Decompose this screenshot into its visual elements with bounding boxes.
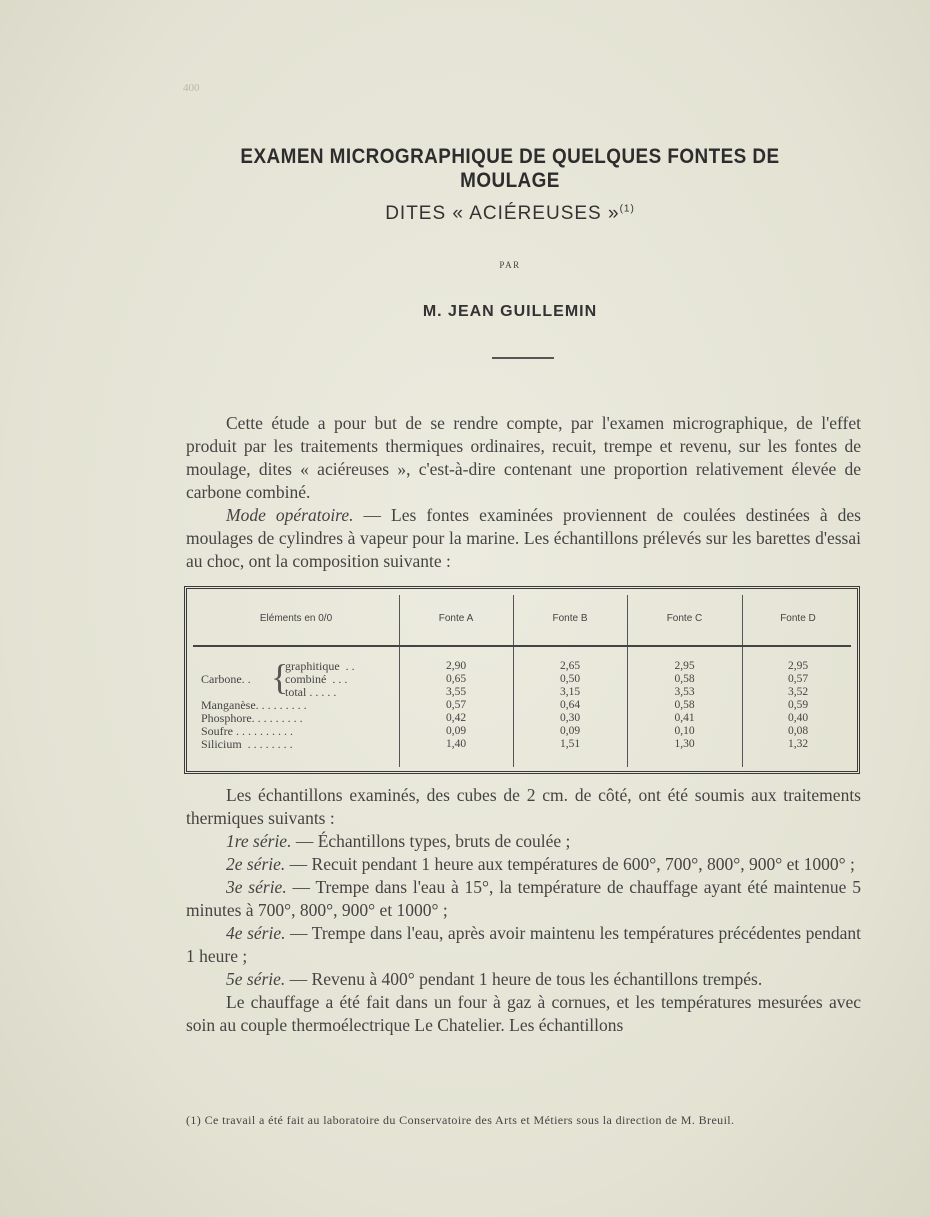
series-5 bbox=[186, 968, 861, 991]
table-cell: 0,40 bbox=[787, 712, 809, 724]
table-cell: 0,30 bbox=[559, 712, 581, 724]
intro-paragraph-1: Cette étude a pour but de se rendre compte, par l'examen micrographique, de l'effet produit par les traitements thermiques ordinaires, recuit, trempe et revenu, sur les fontes de moulage, dites « aciéreuses », c'est-à-dire contenant une proportion relativement élevée de carbone combiné. bbox=[186, 413, 861, 502]
table-cell: 1,30 bbox=[674, 738, 695, 750]
row-label-total: total . . . . . bbox=[285, 685, 337, 699]
table-cell: 3,52 bbox=[787, 686, 809, 698]
series-text bbox=[186, 784, 861, 1037]
row-label-silicium: Silicium . . . . . . . . bbox=[201, 737, 293, 751]
table-cell: 0,65 bbox=[445, 673, 467, 685]
series-2 bbox=[186, 853, 861, 876]
title-rule bbox=[492, 357, 554, 359]
header-fonte-a: Fonte A bbox=[438, 613, 474, 624]
series-3-label: 3e série. bbox=[226, 877, 287, 897]
series-intro: Les échantillons examinés, des cubes de 2 cm. de côté, ont été soumis aux traitements thermiques suivants : bbox=[186, 785, 861, 828]
footnote: (1) Ce travail a été fait au laboratoire du Conservatoire des Arts et Métiers sous la direction de M. Breuil. bbox=[186, 1113, 735, 1127]
table-cell: 2,95 bbox=[674, 660, 695, 672]
table-cell: 3,53 bbox=[674, 686, 695, 698]
series-5-text: — Revenu à 400° pendant 1 heure de tous les échantillons trempés. bbox=[285, 969, 763, 989]
table-cell: 0,57 bbox=[445, 699, 467, 711]
row-label-combine: combiné . . . bbox=[285, 672, 348, 686]
table-cell: 0,64 bbox=[559, 699, 581, 711]
footnote-ref: (1) bbox=[619, 203, 635, 215]
mode-text: — Les fontes examinées proviennent de coulées destinées à des moulages de cylindres à vapeur pour la marine. Les échantillons prélevés sur les barettes d'essai au choc, ont la composition suivante : bbox=[186, 505, 861, 571]
carbone-brace: { bbox=[271, 657, 289, 697]
table-cell: 3,15 bbox=[559, 686, 581, 698]
table-cell: 0,59 bbox=[787, 699, 809, 711]
table-cell: 1,32 bbox=[787, 738, 809, 750]
series-4-label: 4e série. bbox=[226, 923, 286, 943]
table-cell: 0,58 bbox=[674, 699, 695, 711]
series-4 bbox=[186, 922, 861, 968]
header-fonte-b: Fonte B bbox=[552, 613, 588, 624]
mode-label: Mode opératoire. bbox=[226, 505, 354, 525]
header-elements: Eléments en 0/0 bbox=[259, 613, 333, 624]
table-cell: 3,55 bbox=[445, 686, 467, 698]
marginal-mark: 400 bbox=[183, 82, 200, 94]
header-fonte-c: Fonte C bbox=[666, 613, 703, 624]
subtitle-text: DITES « ACIÉREUSES » bbox=[385, 203, 620, 224]
table-cell: 0,50 bbox=[559, 673, 581, 685]
table-cell: 0,08 bbox=[787, 725, 809, 737]
series-2-label: 2e série. bbox=[226, 854, 286, 874]
article-title: EXAMEN MICROGRAPHIQUE DE QUELQUES FONTES DE MOULAGE bbox=[240, 145, 780, 192]
series-1-text: — Échantillons types, bruts de coulée ; bbox=[291, 831, 571, 851]
author-name: M. JEAN GUILLEMIN bbox=[422, 303, 598, 320]
table-cell: 0,09 bbox=[559, 725, 581, 737]
series-3 bbox=[186, 876, 861, 922]
series-2-text: — Recuit pendant 1 heure aux températures de 600°, 700°, 800°, 900° et 1000° ; bbox=[285, 854, 855, 874]
chauffage-paragraph: Le chauffage a été fait dans un four à gaz à cornues, et les températures mesurées avec soin au couple thermoélectrique Le Chatelier. Les échantillons bbox=[186, 992, 861, 1035]
intro-text bbox=[186, 412, 861, 573]
table-cell: 2,95 bbox=[787, 660, 809, 672]
series-5-label: 5e série. bbox=[226, 969, 286, 989]
table-cell: 2,90 bbox=[445, 660, 467, 672]
row-label-phosphore: Phosphore. . . . . . . . . bbox=[201, 711, 303, 725]
table-cell: 0,09 bbox=[445, 725, 467, 737]
series-4-text: — Trempe dans l'eau, après avoir maintenu les températures précédentes pendant 1 heure ; bbox=[186, 923, 861, 966]
row-label-graphitique: graphitique . . bbox=[285, 659, 355, 673]
intro-paragraph-2 bbox=[186, 504, 861, 573]
table-cell: 1,40 bbox=[445, 738, 467, 750]
header-fonte-d: Fonte D bbox=[780, 613, 816, 624]
table-cell: 0,10 bbox=[674, 725, 695, 737]
row-label-carbone: Carbone. . bbox=[201, 672, 251, 686]
table-cell: 1,51 bbox=[559, 738, 581, 750]
row-label-manganese: Manganèse. . . . . . . . . bbox=[201, 698, 307, 712]
series-1 bbox=[186, 830, 861, 853]
byline-par: PAR bbox=[499, 260, 521, 270]
table-cell: 2,65 bbox=[559, 660, 581, 672]
article-subtitle bbox=[170, 203, 850, 225]
table-cell: 0,42 bbox=[445, 712, 467, 724]
table-cell: 0,41 bbox=[674, 712, 695, 724]
table-header-rule bbox=[193, 645, 851, 647]
table-cell: 0,58 bbox=[674, 673, 695, 685]
series-1-label: 1re série. bbox=[226, 831, 292, 851]
row-label-soufre: Soufre . . . . . . . . . . bbox=[201, 724, 293, 738]
series-3-text: — Trempe dans l'eau à 15°, la température de chauffage ayant été maintenue 5 minutes à 700°, 800°, 900° et 1000° ; bbox=[186, 877, 861, 920]
composition-table bbox=[184, 586, 860, 774]
table-cell: 0,57 bbox=[787, 673, 809, 685]
